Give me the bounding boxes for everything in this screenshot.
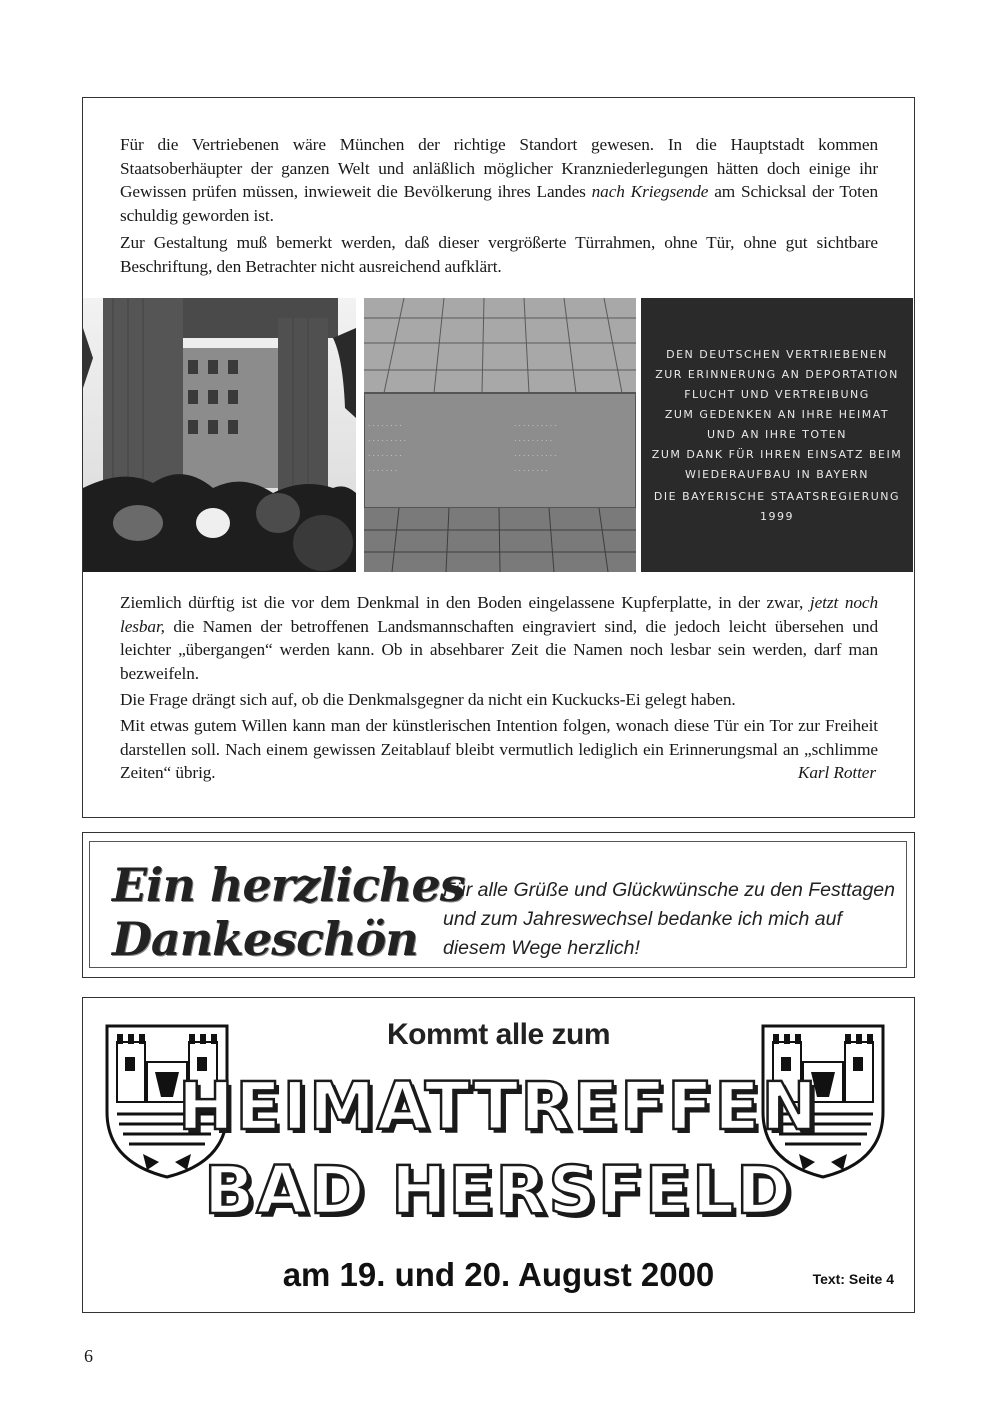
article-frame — [82, 97, 915, 818]
inscription-line: 1999 — [760, 510, 794, 523]
article-paragraph-2: Zur Gestaltung muß bemerkt werden, daß dieser vergrößerte Türrahmen, ohne Tür, ohne gut sichtbare Beschriftung, den Betrachter nicht ausreichend aufklärt. — [120, 233, 878, 276]
author-signature: Karl Rotter — [797, 763, 876, 782]
event-date: am 19. und 20. August 2000 — [282, 1256, 715, 1293]
svg-text:· · · · · · · ·: · · · · · · · · — [368, 452, 402, 460]
plate-photo-image — [364, 298, 636, 572]
event-title-line-1: HEIMATTREFFEN — [178, 1068, 819, 1145]
inscription-line: ZUM GEDENKEN AN IHRE HEIMAT — [664, 408, 890, 421]
article-paragraph-4: Die Frage drängt sich auf, ob die Denkmalsgegner da nicht ein Kuckucks-Ei gelegt haben. — [120, 690, 736, 709]
article-paragraph-1 — [120, 133, 878, 227]
svg-text:· · · · · · · · ·: · · · · · · · · · — [514, 437, 552, 445]
inscription-line: ZUM DANK FÜR IHREN EINSATZ BEIM — [651, 448, 903, 461]
svg-text:· · · · · · · · · ·: · · · · · · · · · · — [514, 422, 557, 430]
svg-text:· · · · · · · · ·: · · · · · · · · · — [368, 437, 406, 445]
svg-text:· · · · · · · ·: · · · · · · · · — [368, 422, 402, 430]
copper-plate-photo — [364, 298, 636, 572]
event-page-reference: Text: Seite 4 — [812, 1271, 894, 1287]
thanks-script-line-1: Ein herzliches — [112, 858, 465, 912]
paragraph-1-text: Für die Vertriebenen wäre München der richtige Standort gewesen. In die Hauptstadt kommen Staatsoberhäupter der ganzen Welt und anläßlich möglicher Kranzniederlegungen hätten doch einige ihr Gewissen prüfen müssen, inwieweit die Bevölkerung ihres Landes — [120, 135, 878, 201]
article-paragraph-3 — [120, 591, 878, 685]
svg-text:· · · · · · · · · ·: · · · · · · · · · · — [514, 452, 557, 460]
inscription-line: UND AN IHRE TOTEN — [707, 428, 847, 441]
svg-text:· · · · · · · ·: · · · · · · · · — [514, 467, 548, 475]
inscription-line: ZUR ERINNERUNG AN DEPORTATION — [655, 368, 899, 381]
inscription-line: DIE BAYERISCHE STAATSREGIERUNG — [653, 490, 901, 503]
article-paragraph-5 — [120, 714, 878, 785]
thanks-message: Für alle Grüße und Glückwünsche zu den Festtagen und zum Jahreswechsel bedanke ich mich auf diesem Wege herzlich! — [443, 879, 895, 959]
paragraph-3-text: Ziemlich dürftig ist die vor dem Denkmal in den Boden eingelassene Kupferplatte, in der zwar, — [120, 593, 810, 612]
gate-photo-image — [83, 298, 356, 572]
photo-row — [83, 298, 914, 572]
svg-text:· · · · · · ·: · · · · · · · — [368, 467, 397, 475]
thanks-script-line-2: Dankeschön — [112, 912, 418, 966]
paragraph-1-emphasis: nach Kriegsende — [591, 182, 709, 201]
monument-gate-photo — [83, 298, 356, 572]
paragraph-1-end: am Schicksal der Toten schuldig geworden ist. — [120, 182, 878, 225]
page-number: 6 — [84, 1346, 93, 1366]
thanks-notice-inner-frame — [89, 841, 907, 968]
inscription-photo — [641, 298, 913, 572]
event-title-line-2: BAD HERSFELD — [204, 1152, 793, 1229]
inscription-line: DEN DEUTSCHEN VERTRIEBENEN — [666, 348, 888, 361]
paragraph-3-emphasis: jetzt noch lesbar, — [120, 593, 879, 636]
inscription-line: WIEDERAUFBAU IN BAYERN — [685, 468, 869, 481]
thanks-notice-frame — [82, 832, 915, 978]
paragraph-3-end: die Namen der betroffenen Landsmannschaften eingraviert sind, die jedoch leicht übersehen und leichter „übergangen“ werden kann. Ob in absehbarer Zeit die Namen noch lesbar sein werden, darf man bezweifeln. — [120, 616, 878, 683]
inscription-line: FLUCHT UND VERTREIBUNG — [684, 388, 870, 401]
event-announcement-frame — [82, 997, 915, 1313]
event-heading: Kommt alle zum — [386, 1018, 611, 1051]
paragraph-5-text: Mit etwas gutem Willen kann man der künstlerischen Intention folgen, wonach diese Tür ein Tor zur Freiheit darstellen soll. Nach einem gewissen Zeitablauf bleibt vermutlich lediglich ein Erinnerungsmal an „schlimme Zeiten“ übrig. — [120, 716, 878, 782]
